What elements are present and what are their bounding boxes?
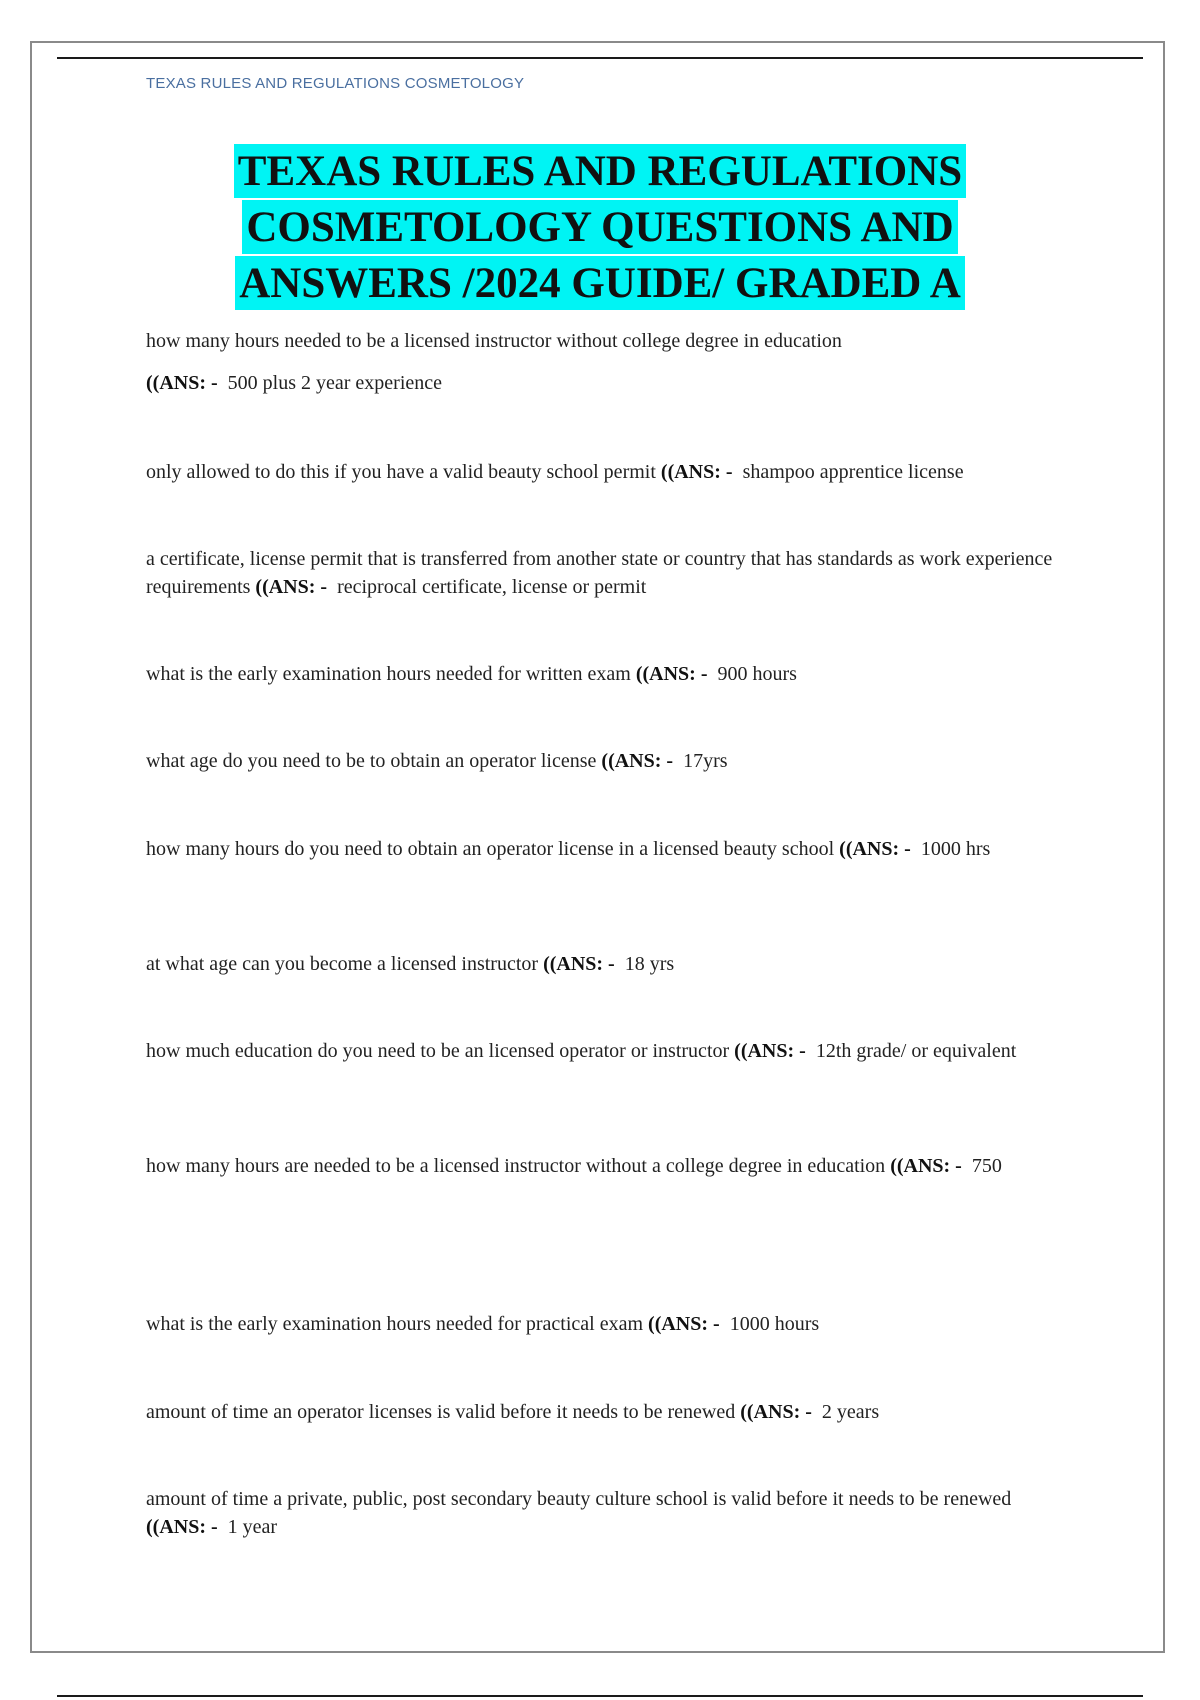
qa-item <box>146 458 1056 486</box>
question-text: what is the early examination hours needed for practical exam <box>146 1313 644 1335</box>
answer-marker: ((ANS: - <box>543 953 615 975</box>
answer-text: 12th grade/ or equivalent <box>815 1040 1017 1062</box>
question-text: what age do you need to be to obtain an operator license <box>146 750 597 772</box>
qa-item <box>146 1485 1056 1541</box>
title-line: ANSWERS /2024 GUIDE/ GRADED A <box>235 256 965 310</box>
header-rule <box>57 57 1143 59</box>
answer-marker: ((ANS: - <box>146 1516 218 1538</box>
answer-text: 18 yrs <box>624 953 675 975</box>
answer-marker: ((ANS: - <box>660 461 733 483</box>
answer-text: 1000 hrs <box>920 838 991 860</box>
qa-item <box>146 950 1056 978</box>
answer-text: 2 years <box>821 1401 880 1423</box>
question-text: how many hours are needed to be a licensed instructor without a college degree in education <box>146 1155 886 1177</box>
title-line: COSMETOLOGY QUESTIONS AND <box>242 200 957 254</box>
question-text: how many hours do you need to obtain an operator license in a licensed beauty school <box>146 838 835 860</box>
question-text: what is the early examination hours needed for written exam <box>146 663 631 685</box>
qa-item <box>146 1037 1056 1065</box>
answer-text: 17yrs <box>683 750 728 772</box>
qa-item <box>146 545 1056 601</box>
qa-item <box>146 660 1056 688</box>
question-text: only allowed to do this if you have a valid beauty school permit <box>146 461 656 483</box>
document-title <box>100 144 1100 312</box>
answer-text: reciprocal certificate, license or permit <box>337 576 647 598</box>
answer-text: 500 plus 2 year experience <box>227 372 443 394</box>
answer-marker: ((ANS: - <box>740 1401 812 1423</box>
answer-marker: ((ANS: - <box>890 1155 962 1177</box>
question-text: how much education do you need to be an licensed operator or instructor <box>146 1040 730 1062</box>
question-text: amount of time a private, public, post secondary beauty culture school is valid before it needs to be renewed <box>146 1488 1012 1510</box>
answer-marker: ((ANS: - <box>255 576 328 598</box>
qa-item <box>146 1152 1056 1180</box>
qa-item <box>146 1398 1056 1426</box>
qa-item <box>146 327 1056 397</box>
answer-marker: ((ANS: - <box>146 372 218 394</box>
answer-marker: ((ANS: - <box>839 838 911 860</box>
answer-text: 900 hours <box>717 663 797 685</box>
answer-text: 1 year <box>227 1516 278 1538</box>
answer-text: 750 <box>971 1155 1002 1177</box>
answer-text: 1000 hours <box>729 1313 820 1335</box>
question-text: amount of time an operator licenses is valid before it needs to be renewed <box>146 1401 736 1423</box>
running-header: TEXAS RULES AND REGULATIONS COSMETOLOGY <box>146 75 525 92</box>
qa-item <box>146 835 1056 863</box>
answer-marker: ((ANS: - <box>601 750 674 772</box>
answer-marker: ((ANS: - <box>734 1040 806 1062</box>
question-text: at what age can you become a licensed instructor <box>146 953 539 975</box>
qa-item <box>146 747 1056 775</box>
answer-text: shampoo apprentice license <box>742 461 964 483</box>
answer-marker: ((ANS: - <box>635 663 708 685</box>
answer-marker: ((ANS: - <box>648 1313 720 1335</box>
qa-item <box>146 1310 1056 1338</box>
question-text: how many hours needed to be a licensed instructor without college degree in education <box>146 330 842 352</box>
footer-rule <box>57 1695 1143 1697</box>
question-text: a certificate, license permit that is transferred from another state or country that has standards as work experience requirements <box>146 548 1053 598</box>
title-line: TEXAS RULES AND REGULATIONS <box>234 144 966 198</box>
